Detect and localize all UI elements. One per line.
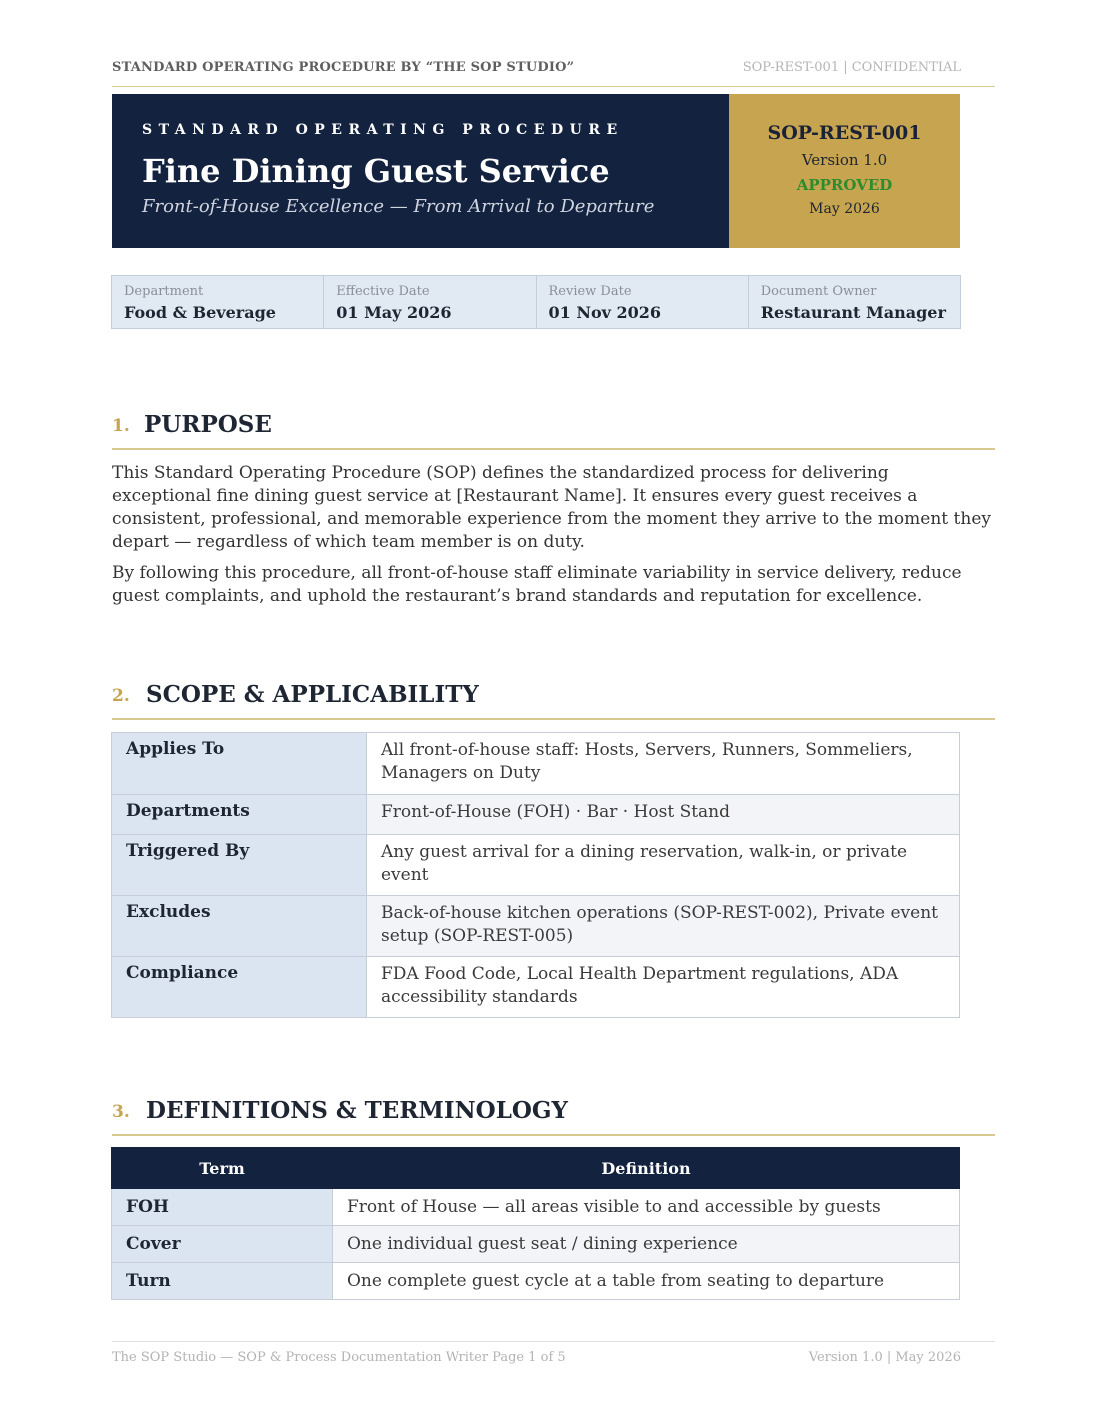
purpose-paragraph-1: This Standard Operating Procedure (SOP) defines the standardized process for delivering exceptional fine dining guest service at [Restaurant Name]. It ensures every guest receives a consistent, professional, and memorable experience from the moment they arrive to the moment they depart — regardless of which team member is on duty. — [112, 463, 991, 552]
document-subtitle: Front-of-House Excellence — From Arrival to Departure — [142, 196, 655, 217]
footer-right-text: Version 1.0 | May 2026 — [808, 1350, 961, 1365]
definition-text: One complete guest cycle at a table from seating to departure — [333, 1263, 960, 1300]
section-title: DEFINITIONS & TERMINOLOGY — [146, 1097, 568, 1124]
banner-title-panel — [112, 94, 729, 248]
section-title: PURPOSE — [144, 411, 272, 438]
document-meta-row — [111, 275, 961, 329]
title-banner — [112, 94, 960, 248]
scope-key: Compliance — [112, 957, 367, 1018]
section-title: SCOPE & APPLICABILITY — [146, 681, 479, 708]
scope-key: Departments — [112, 795, 367, 835]
purpose-paragraph-2: By following this procedure, all front-of-house staff eliminate variability in service delivery, reduce guest complaints, and uphold the restaurant’s brand standards and reputation for excellence. — [112, 563, 962, 606]
definition-text: One individual guest seat / dining experience — [333, 1226, 960, 1263]
running-header-doc-id: SOP-REST-001 | CONFIDENTIAL — [742, 60, 961, 75]
document-status-panel — [729, 94, 960, 248]
meta-value: Restaurant Manager — [760, 303, 946, 322]
meta-label: Department — [124, 284, 204, 299]
meta-review-date — [537, 276, 749, 328]
document-version: Version 1.0 — [801, 151, 888, 169]
scope-value: All front-of-house staff: Hosts, Servers, Runners, Sommeliers, Managers on Duty — [367, 733, 960, 795]
table-header-row — [112, 1148, 960, 1189]
running-header-title: STANDARD OPERATING PROCEDURE BY “THE SOP STUDIO” — [112, 60, 575, 75]
section-number: 2. — [112, 686, 130, 706]
table-row — [112, 1226, 960, 1263]
banner-kicker: STANDARD OPERATING PROCEDURE — [142, 122, 624, 138]
section-number: 1. — [112, 416, 130, 436]
approval-status: APPROVED — [796, 176, 893, 194]
definition-term: Turn — [112, 1263, 333, 1300]
scope-value: FDA Food Code, Local Health Department regulations, ADA accessibility standards — [367, 957, 960, 1018]
scope-key: Triggered By — [112, 835, 367, 896]
table-row — [112, 1263, 960, 1300]
table-row — [112, 835, 960, 896]
page-footer — [112, 1341, 995, 1372]
meta-label: Review Date — [548, 284, 632, 299]
definition-term: FOH — [112, 1189, 333, 1226]
section-heading-definitions — [112, 1094, 995, 1136]
section-number: 3. — [112, 1102, 130, 1122]
meta-value: Food & Beverage — [124, 303, 276, 322]
table-row — [112, 733, 960, 795]
definitions-table — [111, 1147, 960, 1300]
scope-value: Any guest arrival for a dining reservation, walk-in, or private event — [367, 835, 960, 896]
section-heading-scope — [112, 678, 995, 720]
meta-document-owner — [749, 276, 960, 328]
document-title: Fine Dining Guest Service — [142, 152, 610, 190]
table-row — [112, 1189, 960, 1226]
section-heading-purpose — [112, 408, 995, 450]
meta-label: Document Owner — [760, 284, 877, 299]
scope-key: Excludes — [112, 896, 367, 957]
document-code: SOP-REST-001 — [767, 122, 922, 144]
column-header-definition: Definition — [333, 1148, 960, 1189]
meta-effective-date — [324, 276, 536, 328]
table-row — [112, 795, 960, 835]
table-row — [112, 957, 960, 1018]
scope-key: Applies To — [112, 733, 367, 795]
column-header-term: Term — [112, 1148, 333, 1189]
document-date: May 2026 — [809, 201, 880, 217]
meta-value: 01 May 2026 — [336, 303, 452, 322]
meta-label: Effective Date — [336, 284, 430, 299]
meta-department — [112, 276, 324, 328]
definition-term: Cover — [112, 1226, 333, 1263]
scope-table — [111, 732, 960, 1018]
scope-value: Back-of-house kitchen operations (SOP-REST-002), Private event setup (SOP-REST-005) — [367, 896, 960, 957]
running-header — [112, 60, 995, 87]
definition-text: Front of House — all areas visible to and accessible by guests — [333, 1189, 960, 1226]
table-row — [112, 896, 960, 957]
footer-left-text: The SOP Studio — SOP & Process Documentation Writer Page 1 of 5 — [112, 1350, 566, 1365]
meta-value: 01 Nov 2026 — [548, 303, 662, 322]
scope-value: Front-of-House (FOH) · Bar · Host Stand — [367, 795, 960, 835]
